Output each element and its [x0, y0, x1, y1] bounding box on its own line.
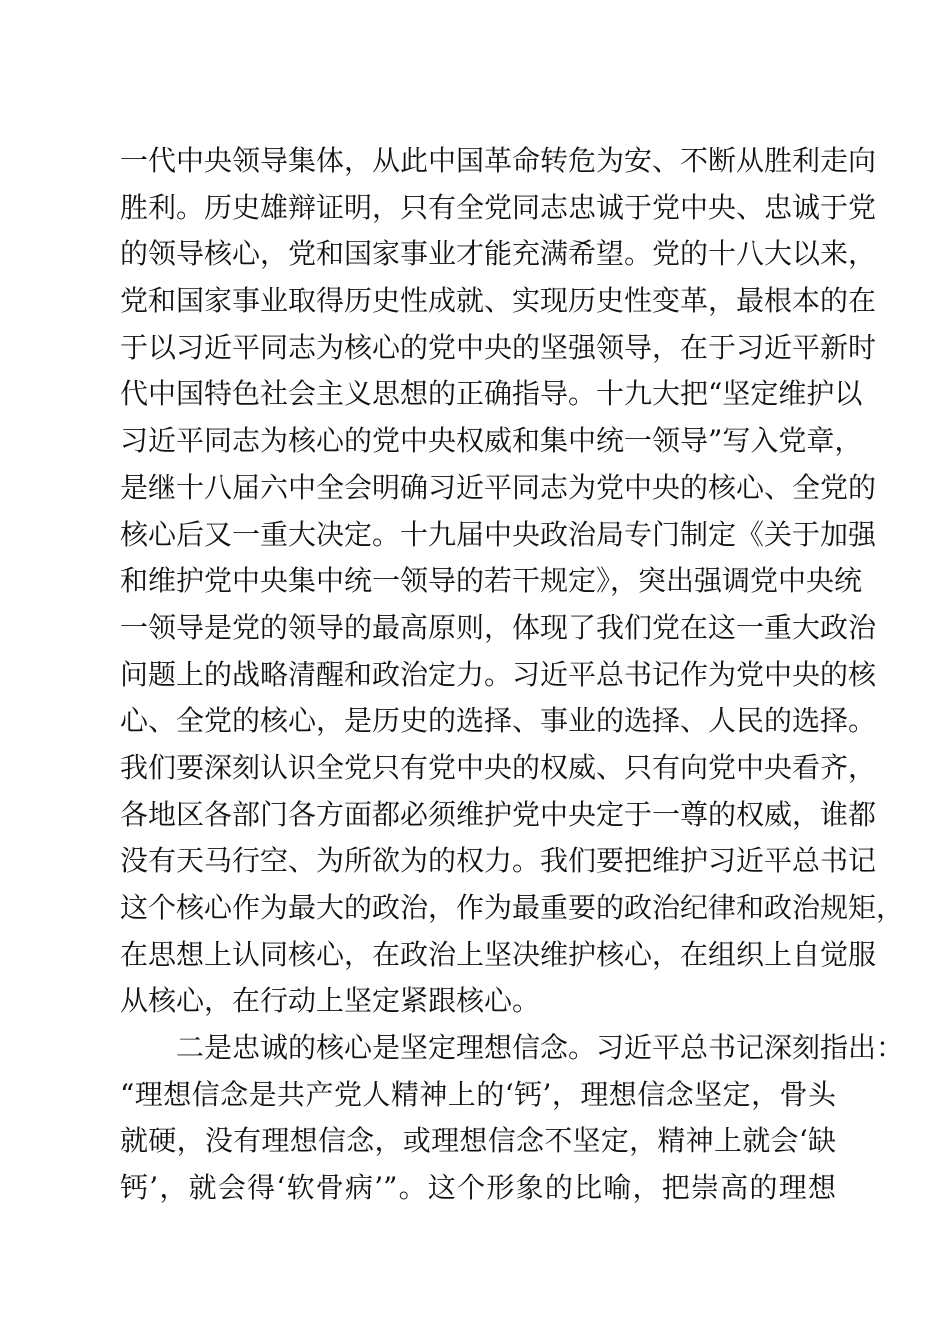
text-line: 于以习近平同志为核心的党中央的坚强领导，在于习近平新时 — [120, 330, 877, 364]
paragraph-end-line: 从核心，在行动上坚定紧跟核心。 — [120, 984, 541, 1018]
text-line: 一领导是党的领导的最高原则，体现了我们党在这一重大政治 — [120, 610, 877, 644]
text-line: 核心后又一重大决定。十九届中央政治局专门制定《关于加强 — [120, 517, 877, 551]
text-line: 的领导核心，党和国家事业才能充满希望。党的十八大以来， — [120, 237, 877, 271]
text-line: 在思想上认同核心，在政治上坚决维护核心，在组织上自觉服 — [120, 937, 877, 971]
text-line: “理想信念是共产党人精神上的‘钙’，理想信念坚定，骨头 — [120, 1077, 836, 1111]
text-line: 心、全党的核心，是历史的选择、事业的选择、人民的选择。 — [120, 704, 877, 738]
text-line: 钙’，就会得‘软骨病’”。这个形象的比喻，把崇高的理想 — [120, 1171, 836, 1205]
text-line: 胜利。历史雄辩证明，只有全党同志忠诚于党中央、忠诚于党 — [120, 190, 877, 224]
text-line: 代中国特色社会主义思想的正确指导。十九大把“坚定维护以 — [120, 377, 863, 411]
text-line: 这个核心作为最大的政治，作为最重要的政治纪律和政治规矩， — [120, 891, 905, 924]
text-line: 就硬，没有理想信念，或理想信念不坚定，精神上就会‘缺 — [120, 1124, 836, 1158]
text-line: 是继十八届六中全会明确习近平同志为党中央的核心、全党的 — [120, 470, 877, 504]
text-line: 习近平同志为核心的党中央权威和集中统一领导”写入党章， — [120, 424, 863, 458]
text-line: 和维护党中央集中统一领导的若干规定》，突出强调党中央统 — [120, 564, 863, 598]
paragraph-start-line: 二是忠诚的核心是坚定理想信念。习近平总书记深刻指出： — [176, 1031, 905, 1065]
text-line: 没有天马行空、为所欲为的权力。我们要把维护习近平总书记 — [120, 844, 877, 878]
text-line: 我们要深刻认识全党只有党中央的权威、只有向党中央看齐， — [120, 750, 877, 784]
text-line: 一代中央领导集体，从此中国革命转危为安、不断从胜利走向 — [120, 144, 877, 177]
text-line: 党和国家事业取得历史性成就、实现历史性变革，最根本的在 — [120, 284, 877, 318]
text-line: 问题上的战略清醒和政治定力。习近平总书记作为党中央的核 — [120, 657, 877, 691]
body-text — [120, 138, 905, 1212]
text-line: 各地区各部门各方面都必须维护党中央定于一尊的权威，谁都 — [120, 797, 877, 831]
